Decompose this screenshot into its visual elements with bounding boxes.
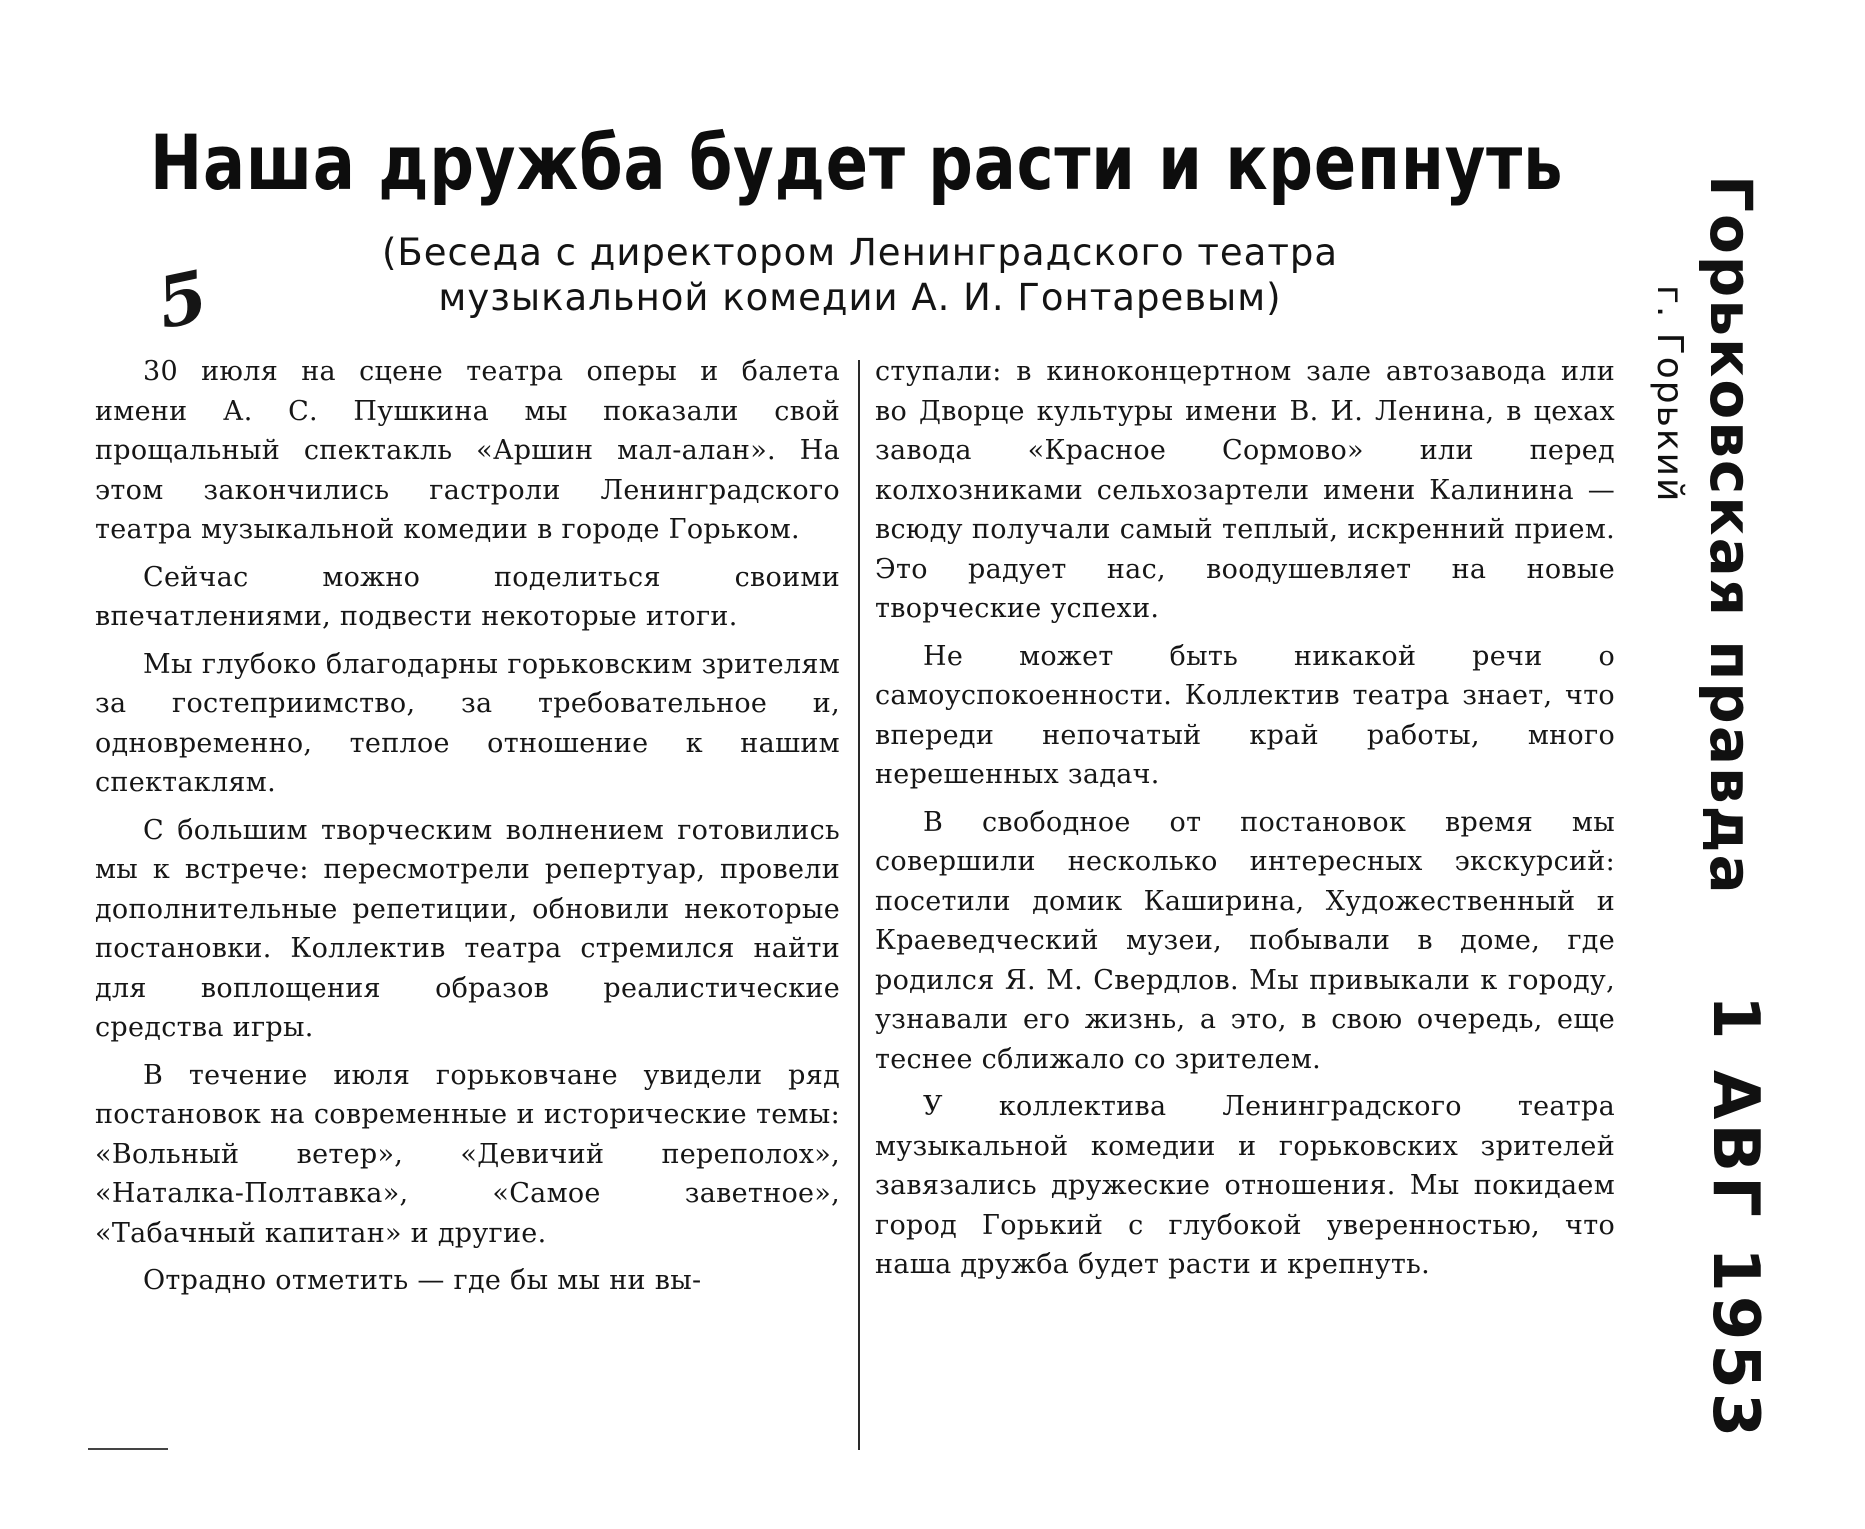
article-subtitle bbox=[300, 230, 1420, 320]
subtitle-line-1: (Беседа с директором Ленинградского театра bbox=[381, 231, 1339, 274]
column-divider bbox=[858, 360, 860, 1450]
stamp-newspaper-name: Горьковская правда bbox=[1697, 175, 1765, 896]
paragraph: Мы глубоко благодарны горьковским зрителям за гостеприимство, за требовательное и, одновременно, теплое отношение к нашим спектаклям. bbox=[95, 648, 840, 798]
paragraph: У коллектива Ленинградского театра музыкальной комедии и горьковских зрителей завязались дружеские отношения. Мы покидаем город Горький с глубокой уверенностью, что наша дружба будет расти и крепнуть. bbox=[875, 1091, 1615, 1280]
paragraph: С большим творческим волнением готовились мы к встрече: пересмотрели репертуар, провели дополнительные репетиции, обновили некоторые постановки. Коллектив театра стремился найти для воплощения образов реалистические средства игры. bbox=[95, 814, 840, 1043]
archive-stamp bbox=[1649, 175, 1860, 1442]
stamp-city: г. Горький bbox=[1649, 285, 1690, 504]
stamp-date: 1 АВГ 1953 bbox=[1698, 995, 1772, 1442]
paragraph: В свободное от постановок время мы совершили несколько интересных экскурсий: посетили домик Каширина, Художественный и Краеведческий музеи, побывали в доме, где родился Я. М. Свердлов. Мы привыкали к городу, узнавали его жизнь, а это, в свою очередь, еще теснее сближало со зрителем. bbox=[875, 806, 1615, 1075]
article-headline: Наша дружба будет расти и крепнуть bbox=[150, 118, 1564, 207]
paragraph: В течение июля горьковчане увидели ряд постановок на современные и исторические темы: «Вольный ветер», «Девичий переполох», «Наталка-Полтавка», «Самое заветное», «Табачный капитан» и другие. bbox=[95, 1059, 840, 1249]
paragraph: ступали: в киноконцертном зале автозавода или во Дворце культуры имени В. И. Ленина, в цехах завода «Красное Сормово» или перед колхозниками сельхозартели имени Калинина — всюду получали самый теплый, искренний прием. Это радует нас, воодушевляет на новые творческие успехи. bbox=[875, 356, 1615, 624]
paragraph: Не может быть никакой речи о самоуспокоенности. Коллектив театра знает, что впереди непочатый край работы, много нерешенных задач. bbox=[875, 640, 1615, 790]
handwritten-number-mark: 5 bbox=[149, 253, 215, 346]
paragraph: 30 июля на сцене театра оперы и балета имени А. С. Пушкина мы показали свой прощальный спектакль «Аршин мал-алан». На этом закончились гастроли Ленинградского театра музыкальной комедии в городе Горьком. bbox=[95, 356, 840, 545]
subtitle-line-2: музыкальной комедии А. И. Гонтаревым) bbox=[438, 276, 1282, 319]
article-column-left bbox=[95, 352, 840, 1309]
paragraph: Сейчас можно поделиться своими впечатлениями, подвести некоторые итоги. bbox=[95, 561, 840, 632]
paragraph: Отрадно отметить — где бы мы ни вы- bbox=[143, 1265, 702, 1296]
bottom-rule bbox=[88, 1448, 168, 1450]
article-column-right bbox=[875, 352, 1615, 1293]
